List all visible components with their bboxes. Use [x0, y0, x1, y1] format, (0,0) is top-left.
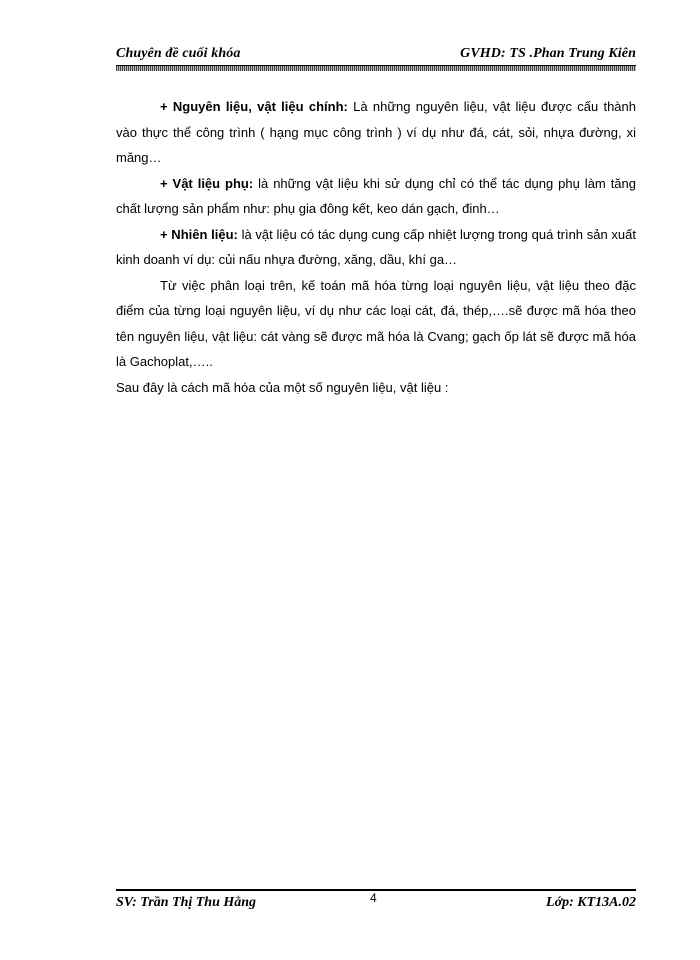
footer-class: Lớp: KT13A.02 [546, 895, 636, 910]
page-number: 4 [370, 891, 377, 905]
closing-line: Sau đây là cách mã hóa của một số nguyên liệu, vật liệu : [116, 379, 449, 395]
definition-auxiliary-materials: là những vật liệu khi sử dụng chỉ có thể tác dụng phụ làm tăng chất lượng sản phẩm như: phụ gia đông kết, keo dán gạch, đinh… [116, 175, 636, 216]
paragraph-main-materials [116, 94, 636, 171]
header-supervisor: GVHD: TS .Phan Trung Kiên [460, 46, 636, 61]
page-header [116, 46, 636, 66]
header-divider [116, 65, 636, 71]
coding-explanation: Từ việc phân loại trên, kế toán mã hóa từng loại nguyên liệu, vật liệu theo đặc điểm của từng loại nguyên liệu, ví dụ như các loại cát, đá, thép,….sẽ được mã hóa theo tên nguyên liệu, vật liệu: cát vàng sẽ được mã hóa là Cvang; gạch ốp lát sẽ được mã hóa là Gachoplat,….. [116, 277, 636, 369]
paragraph-fuel [116, 222, 636, 273]
definition-main-materials: Là những nguyên liệu, vật liệu được cấu thành vào thực thể công trình ( hạng mục công trình ) ví dụ như đá, cát, sỏi, nhựa đường, xi măng… [116, 99, 636, 165]
term-fuel: + Nhiên liệu: [160, 226, 238, 242]
header-course-title: Chuyên đề cuối khóa [116, 46, 241, 61]
paragraph-auxiliary-materials [116, 171, 636, 222]
term-main-materials: + Nguyên liệu, vật liệu chính: [160, 99, 348, 114]
term-auxiliary-materials: + Vật liệu phụ: [160, 175, 254, 191]
definition-fuel: là vật liệu có tác dụng cung cấp nhiệt lượng trong quá trình sản xuất kinh doanh ví dụ: củi nấu nhựa đường, xăng, dầu, khí ga… [116, 226, 636, 267]
document-body [116, 94, 636, 400]
paragraph-coding [116, 273, 636, 375]
footer-student: SV: Trần Thị Thu Hằng [116, 895, 257, 910]
